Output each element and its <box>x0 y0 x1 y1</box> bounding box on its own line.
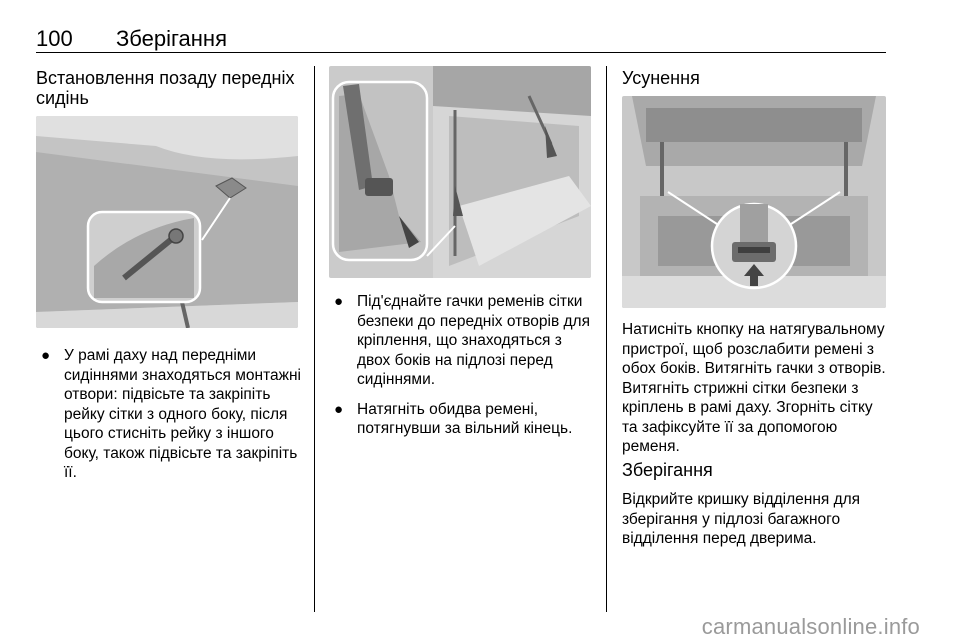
list-item <box>329 400 595 439</box>
column-divider-right <box>606 66 607 612</box>
storage-heading: Зберігання <box>622 460 713 480</box>
list-item <box>36 346 306 483</box>
bullet-marker: ● <box>41 347 51 364</box>
list-item-text: Під'єднайте гачки ременів сітки безпеки до передніх отворів для кріплення, що знаходяться з двох боків на підлозі перед сидіннями. <box>357 293 590 388</box>
left-bullet-list <box>36 346 306 493</box>
column-divider-left <box>314 66 315 612</box>
removal-text: Натисніть кнопку на натягувальному пристрої, щоб розслабити ремені з обох боків. Витягніть гачки з отворів. Витягніть стрижні сітки безпеки з кріплень в рамі даху. Згорніть сітку та зафіксуйте її за допомогою ременя. <box>622 321 886 455</box>
left-heading-line2: сидінь <box>36 88 89 108</box>
left-heading-line1: Встановлення позаду передніх <box>36 68 295 88</box>
section-title: Зберігання <box>116 26 227 51</box>
list-item-text: У рамі даху над передніми сидіннями знаходяться монтажні отвори: підвісьте та закріпіть рейку сітки з одного боку, після цього стисніть рейку з іншого боку, також підвісьте та закріпіть її. <box>64 347 301 481</box>
figure-floor-hooks <box>329 66 591 278</box>
figure-roof-frame <box>36 116 298 328</box>
list-item-text: Натягніть обидва ремені, потягнувши за вільний кінець. <box>357 400 573 437</box>
tensioner-illustration <box>622 96 886 308</box>
page-header <box>36 26 886 53</box>
middle-bullet-list <box>329 292 595 449</box>
storage-text: Відкрийте кришку відділення для зберігання у підлозі багажного відділення перед дверима. <box>622 491 861 547</box>
left-heading <box>36 68 306 108</box>
removal-heading: Усунення <box>622 68 700 88</box>
list-item <box>329 292 595 390</box>
page-number: 100 <box>36 26 73 51</box>
floor-hooks-illustration <box>329 66 591 278</box>
roof-frame-illustration <box>36 116 298 328</box>
bullet-marker: ● <box>334 293 344 310</box>
watermark: carmanualsonline.info <box>701 614 920 639</box>
bullet-marker: ● <box>334 400 344 418</box>
figure-tensioner <box>622 96 886 308</box>
